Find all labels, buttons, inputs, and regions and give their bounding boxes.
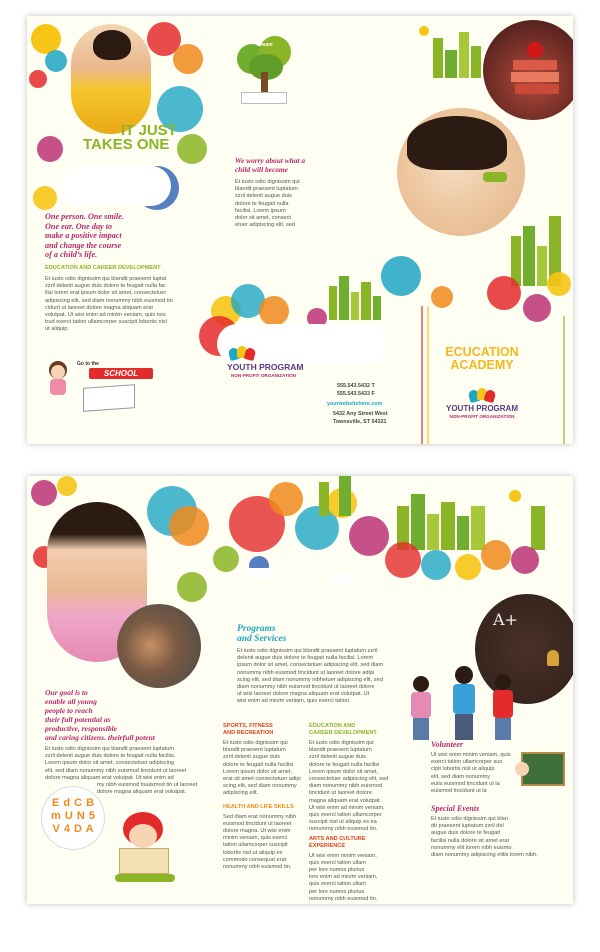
body-line: Sed diam erat nonummy nibh bbox=[223, 813, 297, 820]
quote-text bbox=[45, 212, 205, 260]
decor-bubble bbox=[213, 546, 239, 572]
body-line: facilisi nulla dolore sit amet erat bbox=[431, 837, 510, 844]
worry-heading bbox=[235, 156, 385, 174]
body-line: zzril delenit augue duis dolore te feugait nulla facilisi. bbox=[45, 753, 176, 760]
body-line: Et iusto odio dignissim qui blandit praesent luptatum bbox=[45, 746, 175, 752]
stripe-line bbox=[563, 316, 565, 444]
decor-bubble bbox=[37, 136, 63, 162]
cartoon-girl-illustration bbox=[45, 361, 71, 401]
body-line: ut aliquip. bbox=[45, 326, 69, 333]
decor-bubble bbox=[511, 546, 539, 574]
body-line: my nibh euismod tiuuismod tin ut laoreet bbox=[97, 782, 198, 789]
body-line: nonummy nibh euismod tin. bbox=[309, 895, 378, 902]
heading-line: EDUCATION AND bbox=[309, 723, 356, 729]
body-line: dolore magna aliquam erat volutpat. bbox=[97, 789, 187, 796]
bell-icon bbox=[547, 650, 559, 666]
body-line: Et iusto odio dignissim qui bbox=[223, 740, 288, 746]
body-line: zzril delenit augue duis bbox=[223, 754, 280, 761]
decor-bubble bbox=[45, 50, 67, 72]
decor-bubble bbox=[349, 516, 389, 556]
body-line: lobortis nisl ut aliquip ex bbox=[223, 849, 283, 856]
body-line: diam nonummy adipiscing elitis lorem nibh. bbox=[431, 852, 538, 859]
building-shape bbox=[445, 50, 457, 78]
body-line: diam nonummy nibh euismod bbox=[309, 783, 383, 790]
letters-text: E d C B m U N 5 V 4 D A bbox=[51, 797, 95, 835]
tree-label: Dream bbox=[257, 42, 273, 48]
fax-number: 555.543.5433 F bbox=[337, 391, 375, 397]
cloud-shape bbox=[245, 568, 275, 578]
worry-body bbox=[235, 179, 385, 229]
body-line: Lorem ipsum dolor sit amet, consectetuer adipiscing bbox=[45, 760, 175, 767]
section-heading: EDUCATION AND CAREER DEVELOPMENT bbox=[45, 265, 161, 271]
building-shape bbox=[339, 276, 349, 320]
brochure-inside bbox=[27, 476, 573, 904]
decor-bubble bbox=[177, 572, 207, 602]
body-line: nonummy nibh euismod tin. bbox=[223, 864, 292, 871]
decor-bubble bbox=[33, 186, 57, 210]
reading-kid-illustration bbox=[115, 812, 175, 882]
body-line: euismod tincidunt ut laoreet bbox=[223, 820, 292, 827]
programs-intro bbox=[237, 648, 391, 706]
health-heading: HEALTH AND LIFE SKILLS bbox=[223, 803, 294, 810]
boy-chalkboard-photo bbox=[117, 604, 201, 688]
body-line: quis exerci tation ullam bbox=[309, 881, 366, 888]
events-heading: Special Events bbox=[431, 804, 480, 813]
board-grade: A+ bbox=[493, 610, 518, 629]
body-line: blandit praesent luptatum bbox=[309, 747, 372, 754]
body-line: delenit augue duis dolore te feugait nulla facilisi. Lorem bbox=[237, 655, 374, 662]
sign-top-text: Go to the bbox=[77, 361, 99, 367]
heading-line: AND RECREATION bbox=[223, 730, 274, 736]
building-shape bbox=[531, 506, 545, 550]
body-line: blandit praesent luptatum bbox=[235, 186, 298, 193]
stripe-line bbox=[421, 306, 423, 444]
heading-line: people to reach bbox=[45, 706, 93, 715]
body-line: dit praesent luptatum zzril del bbox=[431, 823, 504, 830]
arts-heading bbox=[309, 836, 389, 850]
speech-bubble bbox=[41, 786, 105, 850]
body-line: lore enim ad minim veniam, bbox=[309, 874, 378, 881]
org-subtitle: NON-PROFIT ORGANIZATION bbox=[449, 414, 515, 419]
org-subtitle: NON-PROFIT ORGANIZATION bbox=[231, 373, 296, 378]
volunteer-heading: Volunteer bbox=[431, 740, 464, 749]
body-line: Lorem ipsum dolor sit amet, bbox=[223, 768, 293, 775]
edu-heading bbox=[309, 723, 389, 737]
building-shape bbox=[457, 516, 469, 550]
building-shape bbox=[361, 282, 371, 320]
contact-block bbox=[327, 382, 388, 426]
address-line: Townsville, ST 54321 bbox=[333, 419, 387, 425]
decor-bubble bbox=[381, 256, 421, 296]
body-line: diam nonummy nibh euismod tincidunt ut laoreet dolore bbox=[237, 684, 375, 691]
stripe-line bbox=[427, 306, 429, 444]
events-body bbox=[431, 816, 571, 859]
health-body bbox=[223, 814, 303, 872]
outside-right-panel bbox=[391, 16, 573, 444]
building-shape bbox=[471, 46, 481, 78]
heading-line: and caring citizens. theirfull potent bbox=[45, 733, 155, 742]
hair bbox=[93, 30, 131, 60]
inside-middle-panel bbox=[209, 476, 391, 904]
body-line: wisi enim ad minim veniam, quis exerci tation. bbox=[237, 698, 351, 705]
decor-bubble bbox=[177, 134, 207, 164]
body-line: euismod tincidunt ut la bbox=[431, 788, 487, 795]
body-line: tincidunt ut laoreet dolore bbox=[309, 790, 372, 797]
body-line: Ut wisi enim ad minim veniam, bbox=[309, 804, 385, 811]
body-line: cidunt ut laoreet dolore magna aliquam erat bbox=[45, 304, 153, 311]
girl-whistle-photo bbox=[397, 108, 525, 236]
heading-line: EXPERIENCE bbox=[309, 842, 346, 849]
title-line: ECUCATION bbox=[445, 345, 519, 359]
body-line: elit, sed diam nonummy bbox=[431, 773, 491, 780]
body-line: facilisi. Lorem ipsum bbox=[235, 207, 286, 214]
body-line: zzril delenit augue duis dolore te feugait nulla fac bbox=[45, 283, 166, 290]
decor-bubble bbox=[57, 476, 77, 496]
building-shape bbox=[339, 476, 351, 516]
body-line: Et iusto odio dignissim qui blandit praesent luptat bbox=[45, 276, 167, 282]
body-line: per lore numos plurius bbox=[309, 867, 365, 874]
decor-bubble bbox=[487, 276, 521, 310]
body-line: Ut wisi enim minim veniam, bbox=[309, 852, 377, 859]
body-line: zzril delenit augue duis bbox=[309, 754, 366, 761]
org-name: YOUTH PROGRAM bbox=[446, 404, 518, 413]
academy-title bbox=[391, 346, 573, 372]
heading-line: child will become bbox=[235, 165, 288, 174]
body-line: augue duis dolore te feugait bbox=[431, 830, 501, 837]
decor-bubble bbox=[269, 482, 303, 516]
book-icon bbox=[83, 384, 135, 412]
brochure-outside bbox=[27, 16, 573, 444]
heading-line: Programs bbox=[237, 624, 276, 634]
body-line: dolore magna aliquam erat volutpat. Ut wisi enim ad bbox=[45, 774, 174, 781]
sports-column bbox=[223, 723, 303, 871]
body-line: ut wisi laoreet dolore magna aliquam erat volutpat. Ut bbox=[237, 691, 370, 698]
body-line: per lore numos plurius bbox=[309, 888, 365, 895]
sun-icon bbox=[419, 26, 429, 36]
body-line: eulis euismod tincidunt ut la bbox=[431, 780, 500, 787]
body-line: cipit lobortis nisl ut aliquip bbox=[431, 766, 495, 773]
body-line: dolor sit amet, consect bbox=[235, 215, 291, 222]
body-line: suscipit nisl ut aliquip ex ea bbox=[309, 819, 377, 826]
body-line: nonummy nibh euismod tin. bbox=[309, 826, 378, 833]
hands-logo-icon bbox=[469, 388, 495, 402]
programs-heading bbox=[237, 624, 286, 644]
building-shape bbox=[459, 32, 469, 78]
heading-line: enable all young bbox=[45, 697, 97, 706]
decor-bubble bbox=[431, 286, 453, 308]
building-shape bbox=[523, 226, 535, 286]
sun-icon bbox=[509, 490, 521, 502]
quote-line: One person. One smile. bbox=[45, 212, 124, 221]
inside-left-panel bbox=[27, 476, 209, 904]
body-line: magna aliquam erat volutpat. bbox=[309, 797, 382, 804]
heading-line: and Services bbox=[237, 634, 287, 644]
heading-line: productive, responsible bbox=[45, 724, 118, 733]
decor-bubble bbox=[173, 44, 203, 74]
decor-bubble bbox=[523, 294, 551, 322]
inside-right-panel bbox=[391, 476, 573, 904]
body-line: Et iusto odio dignissim qui blan bbox=[431, 816, 508, 822]
decor-bubble bbox=[31, 480, 57, 506]
heading-line: Our goal is to bbox=[45, 688, 88, 697]
body-line: scing elit, sed diam nonummy nibhetuer adipiscing elit, sed bbox=[237, 676, 383, 683]
body-line: Et iusto odio dignissim qui bbox=[235, 179, 300, 185]
building-shape bbox=[537, 246, 547, 286]
decor-bubble bbox=[169, 506, 209, 546]
body-text bbox=[45, 276, 207, 334]
chalkboard-illustration bbox=[521, 752, 565, 786]
decor-bubble bbox=[259, 296, 289, 326]
org-name: YOUTH PROGRAM bbox=[227, 362, 304, 372]
education-column bbox=[309, 723, 389, 903]
body-line: dolore te feugait nulla facilisi bbox=[309, 761, 380, 768]
building-shape bbox=[441, 502, 455, 550]
body-line: nonummy nibh euismod tincidunt ut laoreet dolore adipi bbox=[237, 669, 375, 676]
headline-line2: TAKES ONE bbox=[83, 136, 170, 153]
body-line: quis exerci tation ullam bbox=[309, 859, 366, 866]
outside-middle-panel bbox=[209, 16, 391, 444]
decor-bubble bbox=[455, 554, 481, 580]
quote-line: make a positive impact bbox=[45, 231, 122, 241]
edu-body bbox=[309, 740, 389, 834]
body-line: dolore magna. Ut wisi enim bbox=[223, 828, 291, 835]
body-line: zzril delenit augue duis bbox=[235, 193, 292, 200]
body-line: Et iusto odio dignissim qui blandit praesent luptatum zzril bbox=[237, 648, 378, 654]
kids-jumping-photo bbox=[401, 636, 521, 746]
books-photo bbox=[483, 20, 573, 120]
body-line: tation ullamcorper suscipit bbox=[223, 842, 288, 849]
address-line: 5432 Any Street West bbox=[333, 411, 388, 417]
body-line: dolore te feugait nulla facilisi bbox=[223, 761, 294, 768]
body-line: adipiscing elit, sed diam nonummy nibh euismod tin bbox=[45, 297, 173, 304]
cloud-shape bbox=[329, 574, 355, 583]
arts-body bbox=[309, 853, 389, 903]
website-link[interactable]: yourwebsitehere.com bbox=[327, 401, 383, 407]
school-sign: SCHOOL bbox=[89, 368, 153, 379]
body-line: minim veniam, quis exerci bbox=[223, 835, 288, 842]
building-shape bbox=[427, 514, 439, 550]
building-shape bbox=[433, 38, 443, 78]
body-line: exerci tation ullamcorper sus bbox=[431, 759, 503, 766]
decor-bubble bbox=[29, 70, 47, 88]
body-line: etuer adipiscing elit, sed bbox=[235, 222, 296, 229]
building-shape bbox=[373, 296, 381, 320]
body-line: commodo consequat erat bbox=[223, 856, 287, 863]
body-line: quis exerci tation ullamcorper bbox=[309, 812, 382, 819]
body-line: nonummy elit lorem nibh euismo bbox=[431, 844, 512, 851]
heading-line: CAREER DEVELOPMENT bbox=[309, 730, 377, 736]
body-line: elit, sed diam nonummy nibh euismod tincidunt ut laoreet bbox=[45, 767, 187, 774]
phone-number: 555.543.5432 T bbox=[337, 383, 375, 389]
sports-body bbox=[223, 740, 303, 798]
body-line: erat sit amet consectetuer adipi bbox=[223, 776, 301, 783]
body-line: adipiscing elit. bbox=[223, 790, 259, 797]
body-line: consectetuer adipiscing elit, sed bbox=[309, 776, 389, 783]
title-line: ACADEMY bbox=[450, 358, 514, 372]
body-line: Et iusto odio dignissim qui bbox=[309, 740, 374, 746]
heading-line: their full potential as bbox=[45, 715, 111, 724]
heading-line: ARTS AND CULTURE bbox=[309, 835, 366, 842]
girl-photo bbox=[71, 24, 151, 134]
outside-left-panel bbox=[27, 16, 209, 444]
body-line: Lorem ipsum dolor sit amet, bbox=[309, 768, 379, 775]
decor-bubble bbox=[547, 272, 571, 296]
quote-line: One ear. One day to bbox=[45, 221, 113, 231]
building-shape bbox=[351, 292, 359, 320]
body-line: ipsum dolor sit amet, consectetuer adipiscing elit, sed diam bbox=[237, 662, 384, 669]
body-line: Ut wisi enim minim veniam, quis bbox=[431, 752, 511, 758]
quote-line: of a child’s life. bbox=[45, 250, 98, 260]
decor-bubble bbox=[421, 550, 451, 580]
open-book-icon bbox=[241, 92, 287, 104]
decor-bubble bbox=[385, 542, 421, 578]
heading-line: SPORTS, FITNESS bbox=[223, 723, 273, 729]
body-line: dolore te feugait nulla bbox=[235, 200, 289, 207]
decor-bubble bbox=[481, 540, 511, 570]
building-shape bbox=[411, 494, 425, 550]
quote-line: and change the course bbox=[45, 240, 122, 250]
sports-heading bbox=[223, 723, 303, 737]
body-line: volutpat. Ut wisi enim ad minim veniam, quis nos bbox=[45, 312, 166, 319]
building-shape bbox=[471, 506, 485, 550]
hands-logo-icon bbox=[229, 346, 255, 360]
cloud-shape bbox=[61, 166, 171, 206]
building-shape bbox=[329, 286, 337, 320]
building-shape bbox=[319, 482, 329, 516]
headline-line1: IT JUST bbox=[121, 122, 177, 139]
goal-heading bbox=[45, 688, 205, 742]
body-line: blandit praesent luptatum bbox=[223, 747, 286, 754]
body-line: trud exerci tation ullamcorper suscipit lobortis nisl bbox=[45, 319, 167, 326]
heading-line: We worry about what a bbox=[235, 156, 306, 165]
body-line: scing elit, sed diam nonummy bbox=[223, 783, 297, 790]
body-line: ilisi lorem erat ipsum dolor sit amet, consectetuer bbox=[45, 290, 167, 297]
